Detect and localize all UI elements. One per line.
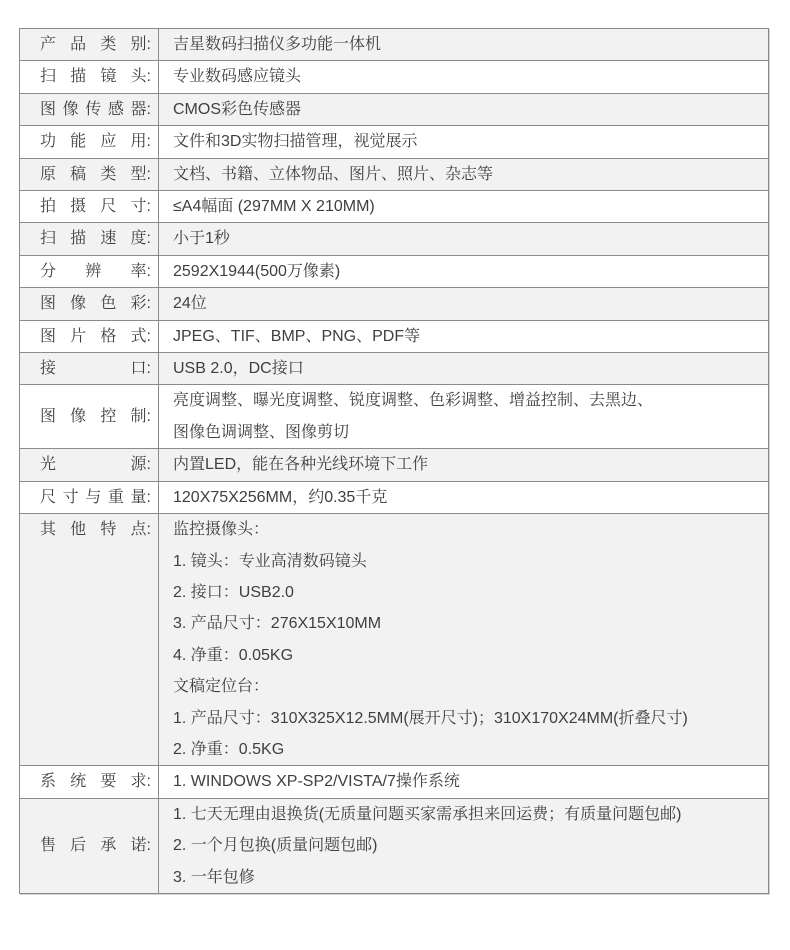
spec-label-cell [20, 766, 159, 797]
spec-label-text: 原 稿 类 型: [40, 165, 151, 183]
spec-label-text: 图 像 色 彩: [40, 295, 151, 313]
spec-label-cell [20, 321, 159, 352]
spec-value-cell [159, 482, 768, 513]
spec-row-image-format [20, 320, 768, 352]
spec-label-cell [20, 223, 159, 254]
spec-label-text: 图 像 传 感 器: [40, 100, 151, 118]
spec-value-line: 2. 一个月包换(质量问题包邮) [173, 837, 378, 855]
spec-value-cell [159, 94, 768, 125]
spec-label-cell [20, 288, 159, 319]
spec-value-line: 1. 七天无理由退换货(无质量问题买家需承担来回运费；有质量问题包邮) [173, 805, 682, 823]
spec-label-text: 拍 摄 尺 寸: [40, 198, 151, 216]
spec-label-text: 接 口: [40, 360, 151, 378]
spec-value-cell [159, 321, 768, 352]
spec-row-other-features [20, 513, 768, 765]
spec-value-cell [159, 159, 768, 190]
spec-label-cell [20, 449, 159, 480]
spec-value-line: 1. 镜头：专业高清数码镜头 [173, 552, 367, 570]
spec-value-line: CMOS彩色传感器 [173, 100, 302, 118]
spec-value-cell [159, 353, 768, 384]
spec-value-cell [159, 449, 768, 480]
spec-row-after-sales [20, 798, 768, 893]
spec-row-original-type [20, 158, 768, 190]
spec-value-line: USB 2.0，DC接口 [173, 360, 304, 378]
spec-value-line: 1. WINDOWS XP-SP2/VISTA/7操作系统 [173, 773, 460, 791]
spec-value-cell [159, 256, 768, 287]
spec-value-cell [159, 61, 768, 92]
spec-row-system-requirements [20, 765, 768, 797]
spec-label-text: 功 能 应 用: [40, 133, 151, 151]
spec-value-line: 3. 一年包修 [173, 868, 255, 886]
spec-row-image-control [20, 384, 768, 448]
spec-value-cell [159, 191, 768, 222]
spec-row-product-category [20, 29, 768, 60]
spec-value-cell [159, 799, 768, 893]
spec-value-line: 亮度调整、曝光度调整、锐度调整、色彩调整、增益控制、去黑边、 [173, 392, 654, 410]
spec-label-cell [20, 514, 159, 765]
spec-value-line: 120X75X256MM，约0.35千克 [173, 488, 388, 506]
spec-label-cell [20, 191, 159, 222]
spec-label-cell [20, 159, 159, 190]
spec-value-cell [159, 385, 768, 448]
spec-value-line: 文档、书籍、立体物品、图片、照片、杂志等 [173, 165, 494, 183]
spec-value-line: 监控摄像头： [173, 521, 270, 539]
spec-label-text: 售 后 承 诺: [40, 837, 151, 855]
spec-label-text: 分 辨 率: [40, 262, 151, 280]
spec-label-text: 光 源: [40, 456, 151, 474]
spec-value-line: 小于1秒 [173, 230, 230, 248]
spec-value-cell [159, 766, 768, 797]
spec-label-cell [20, 482, 159, 513]
spec-value-line: 2592X1944(500万像素) [173, 262, 341, 280]
spec-value-cell [159, 29, 768, 60]
product-spec-table [19, 28, 769, 894]
spec-row-image-sensor [20, 93, 768, 125]
spec-row-size-weight [20, 481, 768, 513]
spec-label-text: 扫 描 镜 头: [40, 68, 151, 86]
spec-label-text: 其 他 特 点: [40, 521, 151, 539]
spec-value-line: ≤A4幅面 (297MM X 210MM) [173, 198, 375, 216]
spec-label-text: 图 像 控 制: [40, 408, 151, 426]
spec-value-line: JPEG、TIF、BMP、PNG、PDF等 [173, 327, 421, 345]
spec-value-line: 24位 [173, 295, 207, 313]
spec-row-function [20, 125, 768, 157]
spec-label-cell [20, 126, 159, 157]
spec-value-line: 文稿定位台： [173, 678, 270, 696]
spec-label-cell [20, 61, 159, 92]
spec-row-scan-speed [20, 222, 768, 254]
spec-row-resolution [20, 255, 768, 287]
spec-label-text: 图 片 格 式: [40, 327, 151, 345]
spec-label-cell [20, 385, 159, 448]
spec-value-line: 图像色调调整、图像剪切 [173, 423, 350, 441]
spec-label-text: 系 统 要 求: [40, 773, 151, 791]
spec-value-line: 1. 产品尺寸：310X325X12.5MM(展开尺寸)；310X170X24MM(折叠尺寸) [173, 709, 688, 727]
spec-label-text: 扫 描 速 度: [40, 230, 151, 248]
spec-value-line: 4. 净重：0.05KG [173, 646, 294, 664]
spec-value-cell [159, 223, 768, 254]
spec-value-line: 内置LED，能在各种光线环境下工作 [173, 456, 429, 474]
spec-label-cell [20, 94, 159, 125]
spec-value-cell [159, 288, 768, 319]
spec-label-cell [20, 799, 159, 893]
spec-value-line: 2. 接口：USB2.0 [173, 583, 294, 601]
spec-value-line: 专业数码感应镜头 [173, 68, 302, 86]
spec-row-interface [20, 352, 768, 384]
spec-label-cell [20, 29, 159, 60]
spec-label-cell [20, 353, 159, 384]
spec-value-line: 吉星数码扫描仪多功能一体机 [173, 36, 382, 53]
spec-row-light-source [20, 448, 768, 480]
spec-label-text: 尺 寸 与 重 量: [40, 488, 151, 506]
spec-value-line: 文件和3D实物扫描管理，视觉展示 [173, 133, 418, 151]
spec-row-shoot-size [20, 190, 768, 222]
spec-row-scan-lens [20, 60, 768, 92]
spec-value-cell [159, 514, 768, 765]
spec-label-text: 产 品 类 别: [40, 36, 151, 53]
spec-value-line: 2. 净重：0.5KG [173, 740, 285, 758]
spec-value-cell [159, 126, 768, 157]
spec-value-line: 3. 产品尺寸：276X15X10MM [173, 615, 382, 633]
spec-row-color-depth [20, 287, 768, 319]
spec-label-cell [20, 256, 159, 287]
